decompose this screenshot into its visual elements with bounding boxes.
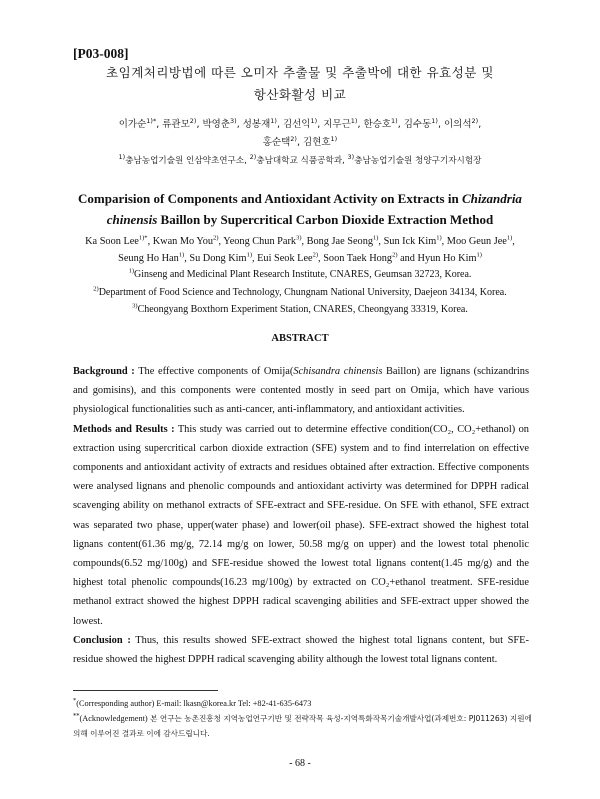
- english-authors-line1: Ka Soon Lee$^{1)*}$, Kwan Mo You$^{2)}$, Yeong Chun Park$^{3)}$, Bong Jae Seong$^{1)}$, Sun Ick Kim$^{1)}$, Moo Geun Jee$^{1)}$,: [85, 234, 515, 247]
- background-text: Baillon) are lignans (schizandrins and gomisins), and this components were contented mostly in seed part on Omija, which have various physiological functionalities such as anti-cancer, anti-inflammatory, and antioxidant activities.: [73, 366, 530, 416]
- korean-title-line2: 항산화활성 비교: [253, 87, 347, 102]
- english-title-line1: [55, 188, 545, 210]
- english-title-italic: chinensis: [106, 212, 158, 227]
- author-sup: 1): [350, 116, 358, 125]
- author-name: 한승호: [363, 119, 392, 130]
- aff-sup: 3): [347, 153, 355, 162]
- author-sup: 2): [290, 134, 297, 143]
- aff-sup: 2): [93, 285, 99, 293]
- english-affiliation-1: [55, 266, 545, 284]
- aff-text: Department of Food Science and Technology, Chungnam National University, Daejeon 34134, Korea.: [98, 287, 507, 298]
- english-title-italic: Chizandria: [461, 191, 522, 206]
- background-label: Background :: [73, 366, 135, 377]
- aff-text: 충남대학교 식품공학과,: [256, 156, 348, 166]
- footnote-acknowledgement: [73, 711, 533, 741]
- author-name: Moo Geun Jee: [446, 236, 507, 247]
- conclusion-paragraph: [73, 631, 529, 669]
- author-sup: 1): [506, 234, 513, 242]
- author-name: Ka Soon Lee: [85, 236, 139, 247]
- footnote-divider: [73, 690, 218, 691]
- author-sup: 1): [373, 234, 379, 242]
- author-name: Soon Taek Hong: [323, 253, 393, 264]
- author-name: 이가순: [118, 119, 147, 130]
- author-sup: 3): [296, 234, 302, 242]
- author-sup: 1)*: [138, 234, 148, 242]
- footnote-mark: *: [73, 697, 77, 705]
- english-affiliation-2: [55, 284, 545, 302]
- poster-code: [P03-008]: [73, 46, 129, 61]
- author-sup: 1): [476, 251, 482, 259]
- page-number: - 68 -: [289, 758, 311, 769]
- author-sup: 1): [270, 116, 277, 125]
- author-name: Hyun Ho Kim: [417, 253, 477, 264]
- footnote-text: 본 연구는 농촌진흥청 지역농업연구기반 및 전략작목 육성-지역특화작목기술개발사업(과제번호: PJ011263) 지원에 의해 이루어진 결과로 이에 감사드립니다.: [73, 714, 532, 738]
- author-sup: 2): [312, 251, 319, 259]
- english-title-part: Comparision of Components and Antioxidant Activity on Extracts in: [78, 191, 462, 206]
- author-sup: 2): [471, 116, 479, 125]
- author-sup: 2): [392, 251, 398, 259]
- author-sup: 2): [213, 234, 219, 242]
- footnote-text: (Corresponding author) E-mail: lkasn@korea.kr Tel: +82-41-635-6473: [76, 699, 312, 708]
- author-sup: 3): [230, 116, 237, 125]
- english-affiliation-3: [55, 301, 545, 319]
- background-text: The effective components of Omija(: [134, 366, 294, 377]
- author-sup: 1): [436, 234, 442, 242]
- footnote-mark: **: [73, 711, 80, 720]
- methods-label: Methods and Results :: [73, 423, 175, 435]
- methods-text: This study was carried out to determine effective condition(CO₂, CO₂+ethanol) on extraction using supercritical carbon dioxide extraction (SFE) system and to find interrelation on effective components and antioxidant activity of extracts and residues obtained after extraction. Effective components were analysed lignans and phenolic compounds and antioxidant activirty was determined for DPPH radical scavenging ability on methanol extracts of SFE-extract and SFE-residue. On SFE with ethanol, SFE extract was separated two phase, upper(water phase) and lower(oil phase). SFE-extract showed the highest total lignans content(61.36 mg/g, 72.14 mg/g on lower, 50.58 mg/g on upper) and the lowest total phenolic compounds(6.52 mg/100g) and SFE-residue showed the lowest total lignans content(1.45 mg/g) and the highest total phenolic compounds(16.23 mg/100g) by extracted on CO₂+ethanol treatment. SFE-residue methanol extract showed the highest DPPH radical scavenging abilities and SFE-extract upper showed the lowest.: [73, 423, 530, 627]
- english-title-line2: [55, 209, 545, 231]
- author-name: 이의석: [444, 119, 472, 130]
- aff-sup: 3): [132, 302, 138, 310]
- author-sup: 2): [189, 116, 197, 125]
- aff-text: 충남농업기술원 청양구기자시험장: [354, 156, 482, 166]
- author-name: Kwan Mo You: [152, 236, 214, 247]
- author-name: 김현호: [303, 137, 331, 148]
- author-name: Su Dong Kim: [189, 253, 247, 264]
- aff-text: Cheongyang Boxthorn Experiment Station, CNARES, Cheongyang 33319, Korea.: [137, 304, 468, 315]
- korean-authors-line1: 이가순$^{1)*}$, 류관모$^{2)}$, 박영춘$^{3)}$, 성봉재$^{1)}$, 김선익$^{1)}$, 지무근$^{1)}$, 한승호$^{1)}$, 김수동$^{1)}$, 이의석$^{2)}$,: [118, 116, 482, 130]
- korean-title-line1: 초임계처리방법에 따른 오미자 추출물 및 추출박에 대한 유효성분 및: [106, 65, 494, 80]
- conclusion-label: Conclusion :: [73, 634, 131, 646]
- author-sup: 1): [330, 134, 338, 143]
- author-name: Sun Ick Kim: [383, 236, 437, 247]
- english-title-part: Baillon by Supercritical Carbon Dioxide Extraction Method: [157, 212, 494, 227]
- aff-text: Ginseng and Medicinal Plant Research Institute, CNARES, Geumsan 32723, Korea.: [133, 269, 472, 280]
- background-paragraph: [73, 362, 529, 420]
- aff-sup: 2): [249, 153, 257, 162]
- korean-authors-line2: 홍순택$^{2)}$, 김현호$^{1)}$: [262, 134, 338, 148]
- aff-sup: 1): [118, 153, 126, 162]
- author-sup: 1)*: [146, 116, 157, 125]
- english-authors-line2: Seung Ho Han$^{1)}$, Su Dong Kim$^{1)}$, Eui Seok Lee$^{2)}$, Soon Taek Hong$^{2)}$ and Hyun Ho Kim$^{1)}$: [118, 251, 482, 264]
- author-name: Yeong Chun Park: [223, 236, 297, 247]
- author-name: 성봉재: [242, 119, 271, 130]
- author-name: 박영춘: [202, 119, 231, 130]
- author-sup: 1): [431, 116, 438, 125]
- author-name: 김선익: [283, 119, 311, 130]
- footnote-label: (Acknowledgement): [79, 714, 148, 723]
- footnote-corresponding: [73, 696, 533, 711]
- author-name: 류관모: [162, 119, 190, 130]
- abstract-heading: ABSTRACT: [271, 333, 329, 344]
- methods-paragraph: [73, 420, 529, 631]
- conclusion-text: Thus, this results showed SFE-extract showed the highest total lignans content, but SFE-residue showed the highest DPPH radical scavenging ability although the lowest total lignans content.: [73, 634, 529, 666]
- korean-affiliations: [60, 154, 540, 166]
- author-sup: 1): [178, 251, 185, 259]
- author-name: 지무근: [323, 119, 351, 130]
- author-name: 김수동: [403, 119, 432, 130]
- author-name: Bong Jae Seong: [306, 236, 373, 247]
- abstract-body: [73, 362, 529, 669]
- author-sup: 1): [246, 251, 252, 259]
- author-sup: 1): [391, 116, 398, 125]
- aff-sup: 1): [128, 267, 134, 275]
- author-name: Seung Ho Han: [118, 253, 179, 264]
- author-name: 홍순택: [262, 137, 291, 148]
- aff-text: 충남농업기술원 인삼약초연구소,: [125, 156, 250, 166]
- background-italic: Schisandra chinensis: [293, 366, 383, 377]
- author-sup: 1): [310, 116, 318, 125]
- author-name: Eui Seok Lee: [257, 253, 313, 264]
